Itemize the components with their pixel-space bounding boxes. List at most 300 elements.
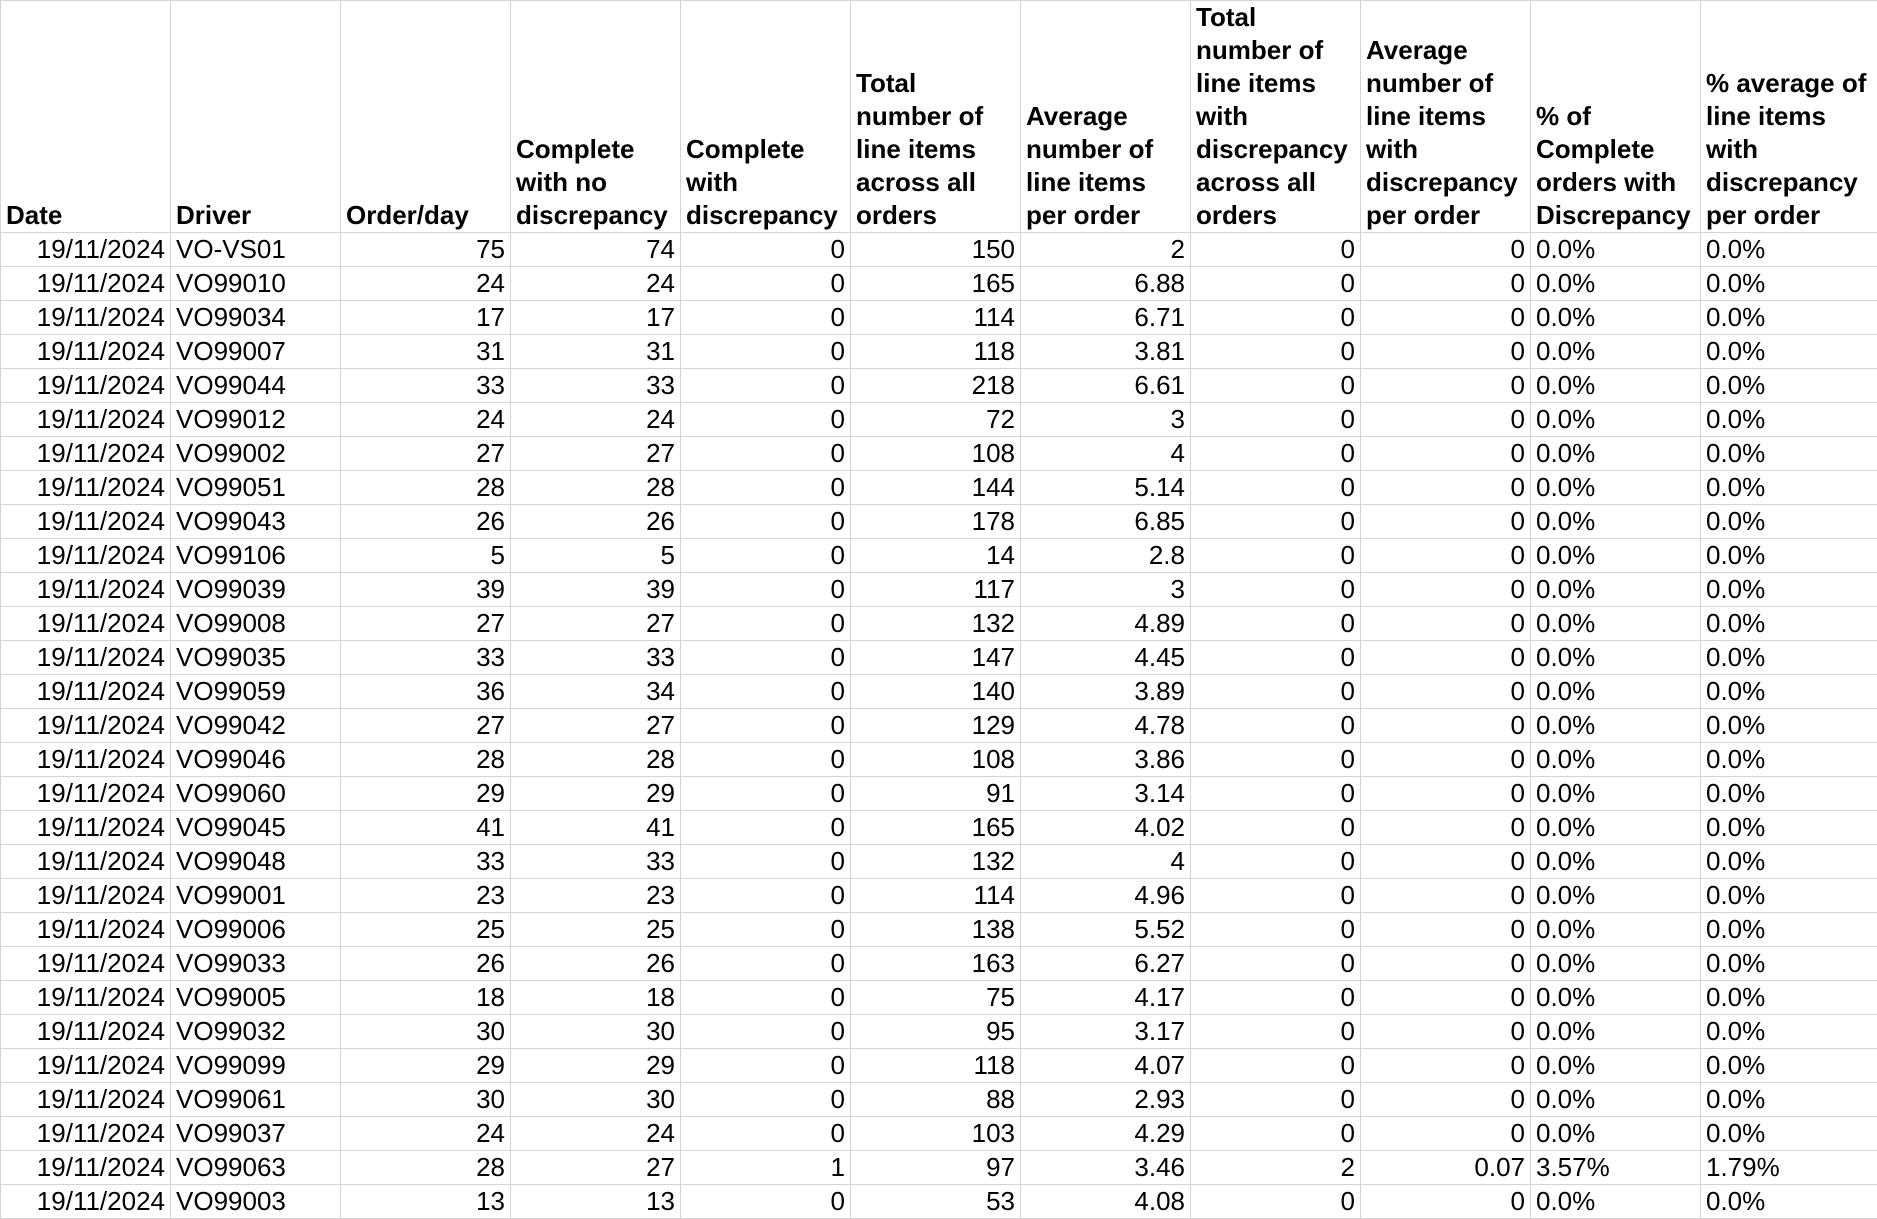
complete-with-discrepancy-cell[interactable]: 0 <box>681 913 851 947</box>
pct-avg-line-items-discrepancy-cell[interactable]: 0.0% <box>1701 947 1877 981</box>
total-line-items-cell[interactable]: 138 <box>851 913 1021 947</box>
total-line-items-cell[interactable]: 108 <box>851 743 1021 777</box>
date-cell[interactable]: 19/11/2024 <box>1 505 171 539</box>
pct-complete-discrepancy-cell[interactable]: 3.57% <box>1531 1151 1701 1185</box>
pct-avg-line-items-discrepancy-cell[interactable]: 0.0% <box>1701 607 1877 641</box>
total-line-items-discrepancy-cell[interactable]: 0 <box>1191 981 1361 1015</box>
date-cell[interactable]: 19/11/2024 <box>1 1117 171 1151</box>
date-cell[interactable]: 19/11/2024 <box>1 437 171 471</box>
complete-no-discrepancy-cell[interactable]: 27 <box>511 607 681 641</box>
pct-avg-line-items-discrepancy-cell[interactable]: 0.0% <box>1701 505 1877 539</box>
total-line-items-discrepancy-cell[interactable]: 0 <box>1191 471 1361 505</box>
order-per-day-cell[interactable]: 28 <box>341 743 511 777</box>
total-line-items-cell[interactable]: 218 <box>851 369 1021 403</box>
order-per-day-cell[interactable]: 28 <box>341 1151 511 1185</box>
total-line-items-cell[interactable]: 108 <box>851 437 1021 471</box>
header-pct-avg-line-items-discrepancy[interactable]: % average of line items with discrepancy per order <box>1701 1 1877 233</box>
header-avg-line-items[interactable]: Average number of line items per order <box>1021 1 1191 233</box>
date-cell[interactable]: 19/11/2024 <box>1 947 171 981</box>
complete-with-discrepancy-cell[interactable]: 0 <box>681 267 851 301</box>
avg-line-items-discrepancy-cell[interactable]: 0 <box>1361 1185 1531 1219</box>
avg-line-items-cell[interactable]: 4 <box>1021 437 1191 471</box>
pct-complete-discrepancy-cell[interactable]: 0.0% <box>1531 709 1701 743</box>
total-line-items-cell[interactable]: 72 <box>851 403 1021 437</box>
pct-complete-discrepancy-cell[interactable]: 0.0% <box>1531 1185 1701 1219</box>
avg-line-items-discrepancy-cell[interactable]: 0 <box>1361 505 1531 539</box>
total-line-items-cell[interactable]: 114 <box>851 301 1021 335</box>
order-per-day-cell[interactable]: 18 <box>341 981 511 1015</box>
pct-avg-line-items-discrepancy-cell[interactable]: 0.0% <box>1701 573 1877 607</box>
complete-with-discrepancy-cell[interactable]: 0 <box>681 607 851 641</box>
complete-with-discrepancy-cell[interactable]: 0 <box>681 369 851 403</box>
driver-cell[interactable]: VO99001 <box>171 879 341 913</box>
avg-line-items-cell[interactable]: 6.61 <box>1021 369 1191 403</box>
complete-no-discrepancy-cell[interactable]: 25 <box>511 913 681 947</box>
pct-complete-discrepancy-cell[interactable]: 0.0% <box>1531 573 1701 607</box>
pct-avg-line-items-discrepancy-cell[interactable]: 0.0% <box>1701 403 1877 437</box>
avg-line-items-discrepancy-cell[interactable]: 0 <box>1361 777 1531 811</box>
total-line-items-discrepancy-cell[interactable]: 0 <box>1191 539 1361 573</box>
order-per-day-cell[interactable]: 5 <box>341 539 511 573</box>
complete-no-discrepancy-cell[interactable]: 33 <box>511 845 681 879</box>
driver-cell[interactable]: VO99003 <box>171 1185 341 1219</box>
date-cell[interactable]: 19/11/2024 <box>1 369 171 403</box>
pct-complete-discrepancy-cell[interactable]: 0.0% <box>1531 879 1701 913</box>
complete-with-discrepancy-cell[interactable]: 0 <box>681 301 851 335</box>
avg-line-items-cell[interactable]: 6.27 <box>1021 947 1191 981</box>
total-line-items-discrepancy-cell[interactable]: 0 <box>1191 675 1361 709</box>
avg-line-items-discrepancy-cell[interactable]: 0 <box>1361 913 1531 947</box>
header-total-line-items-discrepancy[interactable]: Total number of line items with discrepancy across all orders <box>1191 1 1361 233</box>
total-line-items-discrepancy-cell[interactable]: 0 <box>1191 1083 1361 1117</box>
date-cell[interactable]: 19/11/2024 <box>1 573 171 607</box>
driver-cell[interactable]: VO99035 <box>171 641 341 675</box>
complete-with-discrepancy-cell[interactable]: 1 <box>681 1151 851 1185</box>
pct-complete-discrepancy-cell[interactable]: 0.0% <box>1531 845 1701 879</box>
total-line-items-cell[interactable]: 165 <box>851 811 1021 845</box>
total-line-items-cell[interactable]: 103 <box>851 1117 1021 1151</box>
date-cell[interactable]: 19/11/2024 <box>1 539 171 573</box>
order-per-day-cell[interactable]: 33 <box>341 845 511 879</box>
total-line-items-cell[interactable]: 97 <box>851 1151 1021 1185</box>
pct-avg-line-items-discrepancy-cell[interactable]: 0.0% <box>1701 539 1877 573</box>
header-order-per-day[interactable]: Order/day <box>341 1 511 233</box>
complete-with-discrepancy-cell[interactable]: 0 <box>681 1049 851 1083</box>
avg-line-items-cell[interactable]: 4.17 <box>1021 981 1191 1015</box>
date-cell[interactable]: 19/11/2024 <box>1 675 171 709</box>
pct-complete-discrepancy-cell[interactable]: 0.0% <box>1531 641 1701 675</box>
order-per-day-cell[interactable]: 27 <box>341 709 511 743</box>
header-driver[interactable]: Driver <box>171 1 341 233</box>
total-line-items-cell[interactable]: 147 <box>851 641 1021 675</box>
total-line-items-discrepancy-cell[interactable]: 0 <box>1191 777 1361 811</box>
driver-cell[interactable]: VO99061 <box>171 1083 341 1117</box>
complete-no-discrepancy-cell[interactable]: 30 <box>511 1015 681 1049</box>
order-per-day-cell[interactable]: 31 <box>341 335 511 369</box>
order-per-day-cell[interactable]: 13 <box>341 1185 511 1219</box>
header-date[interactable]: Date <box>1 1 171 233</box>
avg-line-items-discrepancy-cell[interactable]: 0 <box>1361 335 1531 369</box>
total-line-items-discrepancy-cell[interactable]: 0 <box>1191 233 1361 267</box>
complete-with-discrepancy-cell[interactable]: 0 <box>681 1117 851 1151</box>
date-cell[interactable]: 19/11/2024 <box>1 471 171 505</box>
complete-with-discrepancy-cell[interactable]: 0 <box>681 981 851 1015</box>
pct-complete-discrepancy-cell[interactable]: 0.0% <box>1531 1083 1701 1117</box>
driver-cell[interactable]: VO99039 <box>171 573 341 607</box>
driver-cell[interactable]: VO99099 <box>171 1049 341 1083</box>
order-per-day-cell[interactable]: 23 <box>341 879 511 913</box>
complete-no-discrepancy-cell[interactable]: 24 <box>511 267 681 301</box>
header-avg-line-items-discrepancy[interactable]: Average number of line items with discrepancy per order <box>1361 1 1531 233</box>
avg-line-items-cell[interactable]: 4.02 <box>1021 811 1191 845</box>
date-cell[interactable]: 19/11/2024 <box>1 335 171 369</box>
complete-no-discrepancy-cell[interactable]: 13 <box>511 1185 681 1219</box>
total-line-items-discrepancy-cell[interactable]: 0 <box>1191 1049 1361 1083</box>
complete-no-discrepancy-cell[interactable]: 23 <box>511 879 681 913</box>
total-line-items-discrepancy-cell[interactable]: 0 <box>1191 573 1361 607</box>
driver-cell[interactable]: VO99008 <box>171 607 341 641</box>
driver-cell[interactable]: VO99042 <box>171 709 341 743</box>
total-line-items-cell[interactable]: 95 <box>851 1015 1021 1049</box>
total-line-items-discrepancy-cell[interactable]: 0 <box>1191 437 1361 471</box>
header-complete-no-discrepancy[interactable]: Complete with no discrepancy <box>511 1 681 233</box>
avg-line-items-cell[interactable]: 3.46 <box>1021 1151 1191 1185</box>
total-line-items-cell[interactable]: 118 <box>851 1049 1021 1083</box>
complete-with-discrepancy-cell[interactable]: 0 <box>681 845 851 879</box>
pct-complete-discrepancy-cell[interactable]: 0.0% <box>1531 1049 1701 1083</box>
pct-complete-discrepancy-cell[interactable]: 0.0% <box>1531 947 1701 981</box>
driver-cell[interactable]: VO99048 <box>171 845 341 879</box>
complete-with-discrepancy-cell[interactable]: 0 <box>681 573 851 607</box>
avg-line-items-discrepancy-cell[interactable]: 0 <box>1361 1015 1531 1049</box>
total-line-items-cell[interactable]: 88 <box>851 1083 1021 1117</box>
order-per-day-cell[interactable]: 36 <box>341 675 511 709</box>
driver-cell[interactable]: VO99045 <box>171 811 341 845</box>
complete-no-discrepancy-cell[interactable]: 18 <box>511 981 681 1015</box>
pct-avg-line-items-discrepancy-cell[interactable]: 0.0% <box>1701 777 1877 811</box>
driver-cell[interactable]: VO-VS01 <box>171 233 341 267</box>
complete-no-discrepancy-cell[interactable]: 30 <box>511 1083 681 1117</box>
order-per-day-cell[interactable]: 26 <box>341 947 511 981</box>
driver-cell[interactable]: VO99051 <box>171 471 341 505</box>
header-total-line-items[interactable]: Total number of line items across all orders <box>851 1 1021 233</box>
complete-with-discrepancy-cell[interactable]: 0 <box>681 743 851 777</box>
total-line-items-cell[interactable]: 14 <box>851 539 1021 573</box>
complete-no-discrepancy-cell[interactable]: 26 <box>511 947 681 981</box>
avg-line-items-cell[interactable]: 4.29 <box>1021 1117 1191 1151</box>
driver-cell[interactable]: VO99043 <box>171 505 341 539</box>
date-cell[interactable]: 19/11/2024 <box>1 607 171 641</box>
pct-avg-line-items-discrepancy-cell[interactable]: 0.0% <box>1701 369 1877 403</box>
date-cell[interactable]: 19/11/2024 <box>1 233 171 267</box>
pct-complete-discrepancy-cell[interactable]: 0.0% <box>1531 1117 1701 1151</box>
header-pct-complete-discrepancy[interactable]: % of Complete orders with Discrepancy <box>1531 1 1701 233</box>
order-per-day-cell[interactable]: 24 <box>341 267 511 301</box>
complete-no-discrepancy-cell[interactable]: 5 <box>511 539 681 573</box>
total-line-items-discrepancy-cell[interactable]: 0 <box>1191 335 1361 369</box>
complete-with-discrepancy-cell[interactable]: 0 <box>681 675 851 709</box>
avg-line-items-discrepancy-cell[interactable]: 0 <box>1361 1117 1531 1151</box>
total-line-items-discrepancy-cell[interactable]: 0 <box>1191 879 1361 913</box>
driver-cell[interactable]: VO99106 <box>171 539 341 573</box>
total-line-items-cell[interactable]: 132 <box>851 845 1021 879</box>
complete-with-discrepancy-cell[interactable]: 0 <box>681 1015 851 1049</box>
complete-with-discrepancy-cell[interactable]: 0 <box>681 777 851 811</box>
complete-no-discrepancy-cell[interactable]: 33 <box>511 369 681 403</box>
order-per-day-cell[interactable]: 17 <box>341 301 511 335</box>
avg-line-items-cell[interactable]: 4.96 <box>1021 879 1191 913</box>
driver-cell[interactable]: VO99002 <box>171 437 341 471</box>
total-line-items-cell[interactable]: 117 <box>851 573 1021 607</box>
total-line-items-cell[interactable]: 114 <box>851 879 1021 913</box>
total-line-items-cell[interactable]: 144 <box>851 471 1021 505</box>
avg-line-items-discrepancy-cell[interactable]: 0 <box>1361 675 1531 709</box>
complete-with-discrepancy-cell[interactable]: 0 <box>681 539 851 573</box>
total-line-items-discrepancy-cell[interactable]: 0 <box>1191 913 1361 947</box>
pct-complete-discrepancy-cell[interactable]: 0.0% <box>1531 607 1701 641</box>
total-line-items-cell[interactable]: 150 <box>851 233 1021 267</box>
complete-with-discrepancy-cell[interactable]: 0 <box>681 1185 851 1219</box>
pct-avg-line-items-discrepancy-cell[interactable]: 0.0% <box>1701 913 1877 947</box>
complete-no-discrepancy-cell[interactable]: 17 <box>511 301 681 335</box>
order-per-day-cell[interactable]: 33 <box>341 641 511 675</box>
avg-line-items-cell[interactable]: 3 <box>1021 403 1191 437</box>
avg-line-items-cell[interactable]: 2.93 <box>1021 1083 1191 1117</box>
complete-no-discrepancy-cell[interactable]: 27 <box>511 709 681 743</box>
avg-line-items-discrepancy-cell[interactable]: 0 <box>1361 743 1531 777</box>
date-cell[interactable]: 19/11/2024 <box>1 709 171 743</box>
order-per-day-cell[interactable]: 39 <box>341 573 511 607</box>
avg-line-items-cell[interactable]: 3.14 <box>1021 777 1191 811</box>
complete-no-discrepancy-cell[interactable]: 39 <box>511 573 681 607</box>
date-cell[interactable]: 19/11/2024 <box>1 981 171 1015</box>
order-per-day-cell[interactable]: 24 <box>341 1117 511 1151</box>
avg-line-items-discrepancy-cell[interactable]: 0 <box>1361 267 1531 301</box>
avg-line-items-cell[interactable]: 2 <box>1021 233 1191 267</box>
date-cell[interactable]: 19/11/2024 <box>1 1151 171 1185</box>
pct-avg-line-items-discrepancy-cell[interactable]: 0.0% <box>1701 1117 1877 1151</box>
pct-avg-line-items-discrepancy-cell[interactable]: 0.0% <box>1701 471 1877 505</box>
pct-avg-line-items-discrepancy-cell[interactable]: 0.0% <box>1701 233 1877 267</box>
avg-line-items-discrepancy-cell[interactable]: 0 <box>1361 471 1531 505</box>
avg-line-items-cell[interactable]: 6.71 <box>1021 301 1191 335</box>
total-line-items-discrepancy-cell[interactable]: 0 <box>1191 1117 1361 1151</box>
total-line-items-discrepancy-cell[interactable]: 0 <box>1191 267 1361 301</box>
total-line-items-discrepancy-cell[interactable]: 0 <box>1191 743 1361 777</box>
pct-complete-discrepancy-cell[interactable]: 0.0% <box>1531 539 1701 573</box>
pct-complete-discrepancy-cell[interactable]: 0.0% <box>1531 1015 1701 1049</box>
avg-line-items-cell[interactable]: 3.81 <box>1021 335 1191 369</box>
pct-avg-line-items-discrepancy-cell[interactable]: 0.0% <box>1701 641 1877 675</box>
avg-line-items-cell[interactable]: 4.07 <box>1021 1049 1191 1083</box>
order-per-day-cell[interactable]: 30 <box>341 1015 511 1049</box>
driver-cell[interactable]: VO99037 <box>171 1117 341 1151</box>
order-per-day-cell[interactable]: 30 <box>341 1083 511 1117</box>
driver-cell[interactable]: VO99005 <box>171 981 341 1015</box>
pct-complete-discrepancy-cell[interactable]: 0.0% <box>1531 811 1701 845</box>
driver-cell[interactable]: VO99034 <box>171 301 341 335</box>
total-line-items-discrepancy-cell[interactable]: 0 <box>1191 505 1361 539</box>
complete-no-discrepancy-cell[interactable]: 27 <box>511 1151 681 1185</box>
date-cell[interactable]: 19/11/2024 <box>1 403 171 437</box>
total-line-items-discrepancy-cell[interactable]: 0 <box>1191 845 1361 879</box>
total-line-items-cell[interactable]: 140 <box>851 675 1021 709</box>
total-line-items-discrepancy-cell[interactable]: 0 <box>1191 301 1361 335</box>
order-per-day-cell[interactable]: 25 <box>341 913 511 947</box>
pct-complete-discrepancy-cell[interactable]: 0.0% <box>1531 743 1701 777</box>
avg-line-items-cell[interactable]: 5.52 <box>1021 913 1191 947</box>
avg-line-items-discrepancy-cell[interactable]: 0 <box>1361 1049 1531 1083</box>
pct-complete-discrepancy-cell[interactable]: 0.0% <box>1531 675 1701 709</box>
complete-no-discrepancy-cell[interactable]: 31 <box>511 335 681 369</box>
complete-with-discrepancy-cell[interactable]: 0 <box>681 403 851 437</box>
pct-complete-discrepancy-cell[interactable]: 0.0% <box>1531 403 1701 437</box>
order-per-day-cell[interactable]: 41 <box>341 811 511 845</box>
complete-with-discrepancy-cell[interactable]: 0 <box>681 233 851 267</box>
avg-line-items-cell[interactable]: 4.45 <box>1021 641 1191 675</box>
pct-avg-line-items-discrepancy-cell[interactable]: 0.0% <box>1701 1185 1877 1219</box>
avg-line-items-cell[interactable]: 2.8 <box>1021 539 1191 573</box>
pct-avg-line-items-discrepancy-cell[interactable]: 0.0% <box>1701 811 1877 845</box>
complete-no-discrepancy-cell[interactable]: 24 <box>511 403 681 437</box>
order-per-day-cell[interactable]: 27 <box>341 437 511 471</box>
total-line-items-discrepancy-cell[interactable]: 0 <box>1191 641 1361 675</box>
total-line-items-cell[interactable]: 91 <box>851 777 1021 811</box>
complete-no-discrepancy-cell[interactable]: 27 <box>511 437 681 471</box>
avg-line-items-discrepancy-cell[interactable]: 0 <box>1361 811 1531 845</box>
pct-complete-discrepancy-cell[interactable]: 0.0% <box>1531 505 1701 539</box>
date-cell[interactable]: 19/11/2024 <box>1 879 171 913</box>
complete-with-discrepancy-cell[interactable]: 0 <box>681 879 851 913</box>
avg-line-items-discrepancy-cell[interactable]: 0 <box>1361 981 1531 1015</box>
complete-no-discrepancy-cell[interactable]: 26 <box>511 505 681 539</box>
avg-line-items-cell[interactable]: 3.89 <box>1021 675 1191 709</box>
complete-with-discrepancy-cell[interactable]: 0 <box>681 947 851 981</box>
date-cell[interactable]: 19/11/2024 <box>1 267 171 301</box>
pct-complete-discrepancy-cell[interactable]: 0.0% <box>1531 777 1701 811</box>
avg-line-items-discrepancy-cell[interactable]: 0 <box>1361 403 1531 437</box>
pct-avg-line-items-discrepancy-cell[interactable]: 0.0% <box>1701 981 1877 1015</box>
total-line-items-discrepancy-cell[interactable]: 0 <box>1191 403 1361 437</box>
avg-line-items-discrepancy-cell[interactable]: 0 <box>1361 437 1531 471</box>
total-line-items-discrepancy-cell[interactable]: 0 <box>1191 1185 1361 1219</box>
order-per-day-cell[interactable]: 26 <box>341 505 511 539</box>
total-line-items-discrepancy-cell[interactable]: 2 <box>1191 1151 1361 1185</box>
date-cell[interactable]: 19/11/2024 <box>1 1015 171 1049</box>
total-line-items-cell[interactable]: 129 <box>851 709 1021 743</box>
avg-line-items-cell[interactable]: 6.88 <box>1021 267 1191 301</box>
total-line-items-discrepancy-cell[interactable]: 0 <box>1191 811 1361 845</box>
total-line-items-cell[interactable]: 118 <box>851 335 1021 369</box>
date-cell[interactable]: 19/11/2024 <box>1 743 171 777</box>
avg-line-items-discrepancy-cell[interactable]: 0 <box>1361 573 1531 607</box>
total-line-items-cell[interactable]: 178 <box>851 505 1021 539</box>
pct-avg-line-items-discrepancy-cell[interactable]: 1.79% <box>1701 1151 1877 1185</box>
avg-line-items-discrepancy-cell[interactable]: 0 <box>1361 947 1531 981</box>
total-line-items-discrepancy-cell[interactable]: 0 <box>1191 369 1361 403</box>
driver-cell[interactable]: VO99033 <box>171 947 341 981</box>
driver-cell[interactable]: VO99044 <box>171 369 341 403</box>
total-line-items-cell[interactable]: 75 <box>851 981 1021 1015</box>
pct-avg-line-items-discrepancy-cell[interactable]: 0.0% <box>1701 267 1877 301</box>
pct-avg-line-items-discrepancy-cell[interactable]: 0.0% <box>1701 335 1877 369</box>
pct-avg-line-items-discrepancy-cell[interactable]: 0.0% <box>1701 743 1877 777</box>
avg-line-items-discrepancy-cell[interactable]: 0 <box>1361 539 1531 573</box>
avg-line-items-discrepancy-cell[interactable]: 0 <box>1361 709 1531 743</box>
pct-complete-discrepancy-cell[interactable]: 0.0% <box>1531 335 1701 369</box>
date-cell[interactable]: 19/11/2024 <box>1 1083 171 1117</box>
avg-line-items-discrepancy-cell[interactable]: 0 <box>1361 1083 1531 1117</box>
pct-avg-line-items-discrepancy-cell[interactable]: 0.0% <box>1701 675 1877 709</box>
pct-avg-line-items-discrepancy-cell[interactable]: 0.0% <box>1701 845 1877 879</box>
driver-cell[interactable]: VO99010 <box>171 267 341 301</box>
avg-line-items-discrepancy-cell[interactable]: 0 <box>1361 607 1531 641</box>
date-cell[interactable]: 19/11/2024 <box>1 1049 171 1083</box>
total-line-items-cell[interactable]: 165 <box>851 267 1021 301</box>
driver-cell[interactable]: VO99063 <box>171 1151 341 1185</box>
driver-cell[interactable]: VO99059 <box>171 675 341 709</box>
order-per-day-cell[interactable]: 24 <box>341 403 511 437</box>
pct-avg-line-items-discrepancy-cell[interactable]: 0.0% <box>1701 879 1877 913</box>
order-per-day-cell[interactable]: 27 <box>341 607 511 641</box>
complete-no-discrepancy-cell[interactable]: 41 <box>511 811 681 845</box>
order-per-day-cell[interactable]: 75 <box>341 233 511 267</box>
complete-with-discrepancy-cell[interactable]: 0 <box>681 437 851 471</box>
order-per-day-cell[interactable]: 28 <box>341 471 511 505</box>
complete-no-discrepancy-cell[interactable]: 24 <box>511 1117 681 1151</box>
pct-avg-line-items-discrepancy-cell[interactable]: 0.0% <box>1701 301 1877 335</box>
date-cell[interactable]: 19/11/2024 <box>1 811 171 845</box>
avg-line-items-cell[interactable]: 6.85 <box>1021 505 1191 539</box>
avg-line-items-cell[interactable]: 4.78 <box>1021 709 1191 743</box>
date-cell[interactable]: 19/11/2024 <box>1 845 171 879</box>
avg-line-items-discrepancy-cell[interactable]: 0 <box>1361 845 1531 879</box>
total-line-items-discrepancy-cell[interactable]: 0 <box>1191 1015 1361 1049</box>
complete-no-discrepancy-cell[interactable]: 28 <box>511 743 681 777</box>
total-line-items-cell[interactable]: 163 <box>851 947 1021 981</box>
total-line-items-discrepancy-cell[interactable]: 0 <box>1191 607 1361 641</box>
avg-line-items-discrepancy-cell[interactable]: 0 <box>1361 301 1531 335</box>
avg-line-items-cell[interactable]: 5.14 <box>1021 471 1191 505</box>
driver-cell[interactable]: VO99032 <box>171 1015 341 1049</box>
complete-no-discrepancy-cell[interactable]: 29 <box>511 777 681 811</box>
date-cell[interactable]: 19/11/2024 <box>1 641 171 675</box>
pct-complete-discrepancy-cell[interactable]: 0.0% <box>1531 233 1701 267</box>
complete-no-discrepancy-cell[interactable]: 74 <box>511 233 681 267</box>
avg-line-items-cell[interactable]: 3.86 <box>1021 743 1191 777</box>
complete-with-discrepancy-cell[interactable]: 0 <box>681 641 851 675</box>
order-per-day-cell[interactable]: 29 <box>341 777 511 811</box>
header-complete-with-discrepancy[interactable]: Complete with discrepancy <box>681 1 851 233</box>
date-cell[interactable]: 19/11/2024 <box>1 777 171 811</box>
avg-line-items-cell[interactable]: 4.08 <box>1021 1185 1191 1219</box>
pct-complete-discrepancy-cell[interactable]: 0.0% <box>1531 437 1701 471</box>
pct-complete-discrepancy-cell[interactable]: 0.0% <box>1531 267 1701 301</box>
pct-complete-discrepancy-cell[interactable]: 0.0% <box>1531 981 1701 1015</box>
driver-cell[interactable]: VO99046 <box>171 743 341 777</box>
avg-line-items-discrepancy-cell[interactable]: 0.07 <box>1361 1151 1531 1185</box>
complete-with-discrepancy-cell[interactable]: 0 <box>681 505 851 539</box>
date-cell[interactable]: 19/11/2024 <box>1 1185 171 1219</box>
order-per-day-cell[interactable]: 29 <box>341 1049 511 1083</box>
avg-line-items-cell[interactable]: 3 <box>1021 573 1191 607</box>
order-per-day-cell[interactable]: 33 <box>341 369 511 403</box>
date-cell[interactable]: 19/11/2024 <box>1 301 171 335</box>
pct-avg-line-items-discrepancy-cell[interactable]: 0.0% <box>1701 709 1877 743</box>
driver-cell[interactable]: VO99007 <box>171 335 341 369</box>
complete-with-discrepancy-cell[interactable]: 0 <box>681 811 851 845</box>
pct-avg-line-items-discrepancy-cell[interactable]: 0.0% <box>1701 1049 1877 1083</box>
